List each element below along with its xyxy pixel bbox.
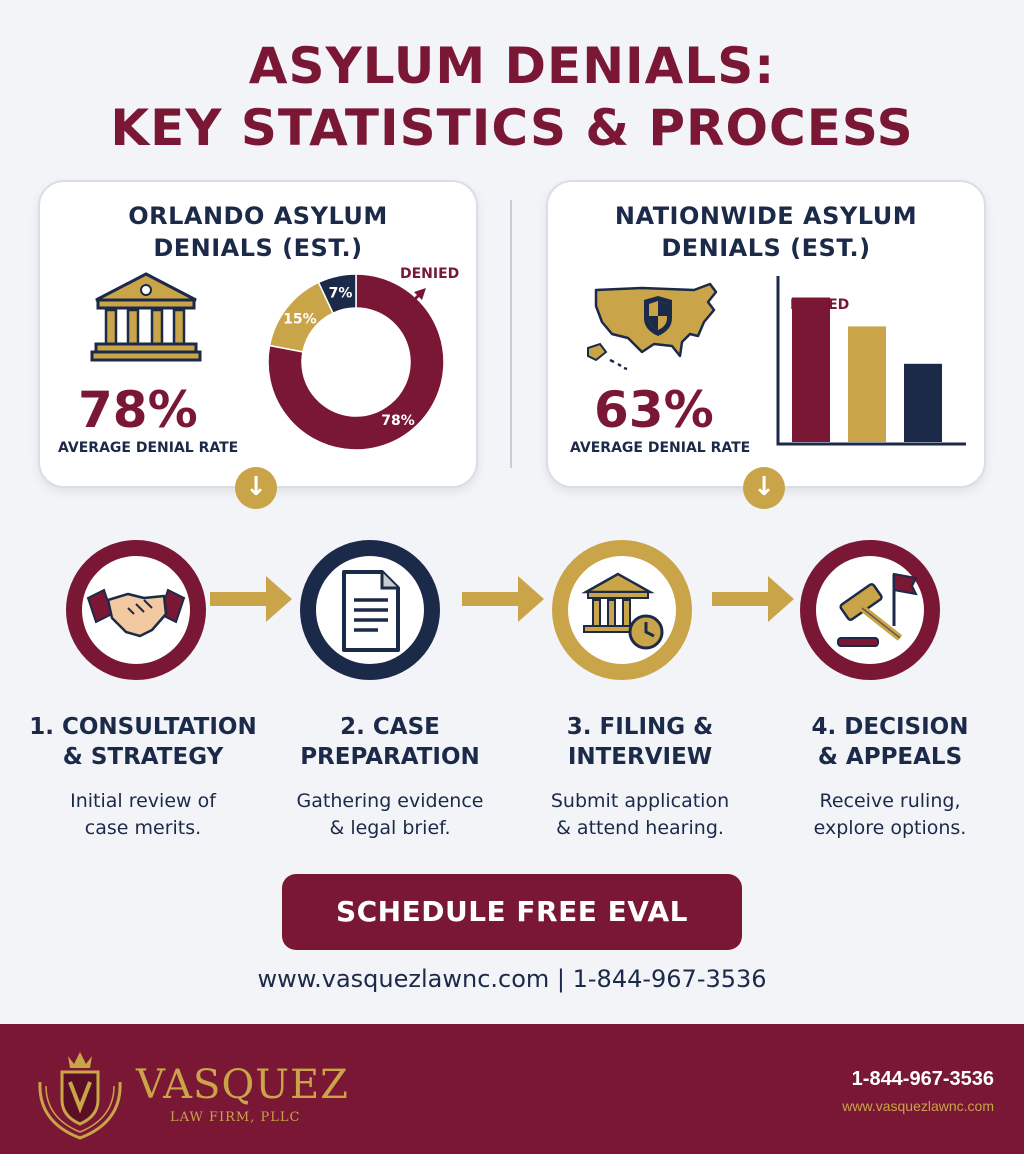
- step-1-title-line1: 1. CONSULTATION: [29, 714, 257, 740]
- nationwide-card-title-line2: DENIALS (EST.): [661, 234, 871, 262]
- footer: [0, 1024, 1024, 1154]
- step-2-desc-line2: & legal brief.: [329, 817, 451, 839]
- step-4-desc-line1: Receive ruling,: [819, 790, 961, 812]
- step-1-title-line2: & STRATEGY: [62, 744, 224, 770]
- step-4-title-line2: & APPEALS: [817, 744, 963, 770]
- step-2-text: [270, 712, 510, 842]
- step-3-title-line2: INTERVIEW: [567, 744, 713, 770]
- arrow-up-right-icon: [392, 282, 432, 322]
- page-title-line1: ASYLUM DENIALS:: [248, 37, 776, 95]
- step-3-desc-line2: & attend hearing.: [556, 817, 724, 839]
- step-4-text: [778, 712, 1002, 842]
- step-2-desc-line1: Gathering evidence: [296, 790, 484, 812]
- donut-denied-label: DENIED: [400, 266, 460, 282]
- footer-brand: VASQUEZ: [136, 1062, 349, 1108]
- courthouse-clock-icon: [568, 556, 676, 664]
- step-3-circle: [552, 540, 692, 680]
- step-1-text: [0, 712, 286, 842]
- contact-line[interactable]: www.vasquezlawnc.com | 1-844-967-3536: [257, 965, 767, 993]
- orlando-rate-label: AVERAGE DENIAL RATE: [58, 440, 239, 456]
- orlando-percent: 78%: [78, 381, 198, 439]
- step-1-desc-line2: case merits.: [84, 817, 202, 839]
- step-2-title-line1: 2. CASE: [340, 714, 440, 740]
- step-1-circle: [66, 540, 206, 680]
- schedule-eval-button[interactable]: SCHEDULE FREE EVAL: [282, 874, 742, 950]
- step-4-title-line1: 4. DECISION: [811, 714, 969, 740]
- nationwide-percent: 63%: [594, 381, 714, 439]
- orlando-card-title-line2: DENIALS (EST.): [153, 234, 363, 262]
- donut-slice-label: 15%: [283, 311, 317, 328]
- law-firm-crest-logo: [28, 1042, 132, 1142]
- gavel-flag-icon: [816, 556, 924, 664]
- bar: [792, 298, 830, 443]
- orlando-stats-card: [38, 180, 478, 488]
- bar: [904, 364, 942, 442]
- orlando-card-title-line1: ORLANDO ASYLUM: [128, 202, 388, 230]
- step-4-desc-line2: explore options.: [813, 817, 967, 839]
- step-3-title-line1: 3. FILING &: [566, 714, 714, 740]
- step-3-desc-line1: Submit application: [550, 790, 730, 812]
- document-icon: [316, 556, 424, 664]
- bar-denied-label: DENIED: [790, 297, 850, 313]
- footer-phone[interactable]: 1-844-967-3536: [851, 1068, 994, 1090]
- arrow-down-icon: ↓: [235, 467, 277, 509]
- donut-slice-label: 7%: [328, 285, 353, 302]
- handshake-icon: [82, 556, 190, 664]
- step-2-title-line2: PREPARATION: [300, 744, 480, 770]
- nationwide-rate-label: AVERAGE DENIAL RATE: [570, 440, 751, 456]
- page-title-line2: KEY STATISTICS & PROCESS: [110, 99, 914, 157]
- bar: [848, 326, 886, 442]
- nationwide-stats-card: [546, 180, 986, 488]
- footer-brand-sub: LAW FIRM, PLLC: [170, 1110, 301, 1125]
- us-map-shield-icon: [582, 276, 732, 376]
- card-divider: [510, 200, 512, 468]
- step-4-circle: [800, 540, 940, 680]
- step-1-desc-line1: Initial review of: [70, 790, 216, 812]
- courthouse-icon: [90, 270, 202, 362]
- arrow-down-icon: ↓: [743, 467, 785, 509]
- nationwide-card-title-line1: NATIONWIDE ASYLUM: [614, 202, 918, 230]
- footer-website[interactable]: www.vasquezlawnc.com: [842, 1098, 994, 1114]
- step-2-circle: [300, 540, 440, 680]
- step-3-text: [518, 712, 762, 842]
- process-steps-row: [0, 526, 1024, 706]
- donut-slice-label: 78%: [381, 413, 415, 429]
